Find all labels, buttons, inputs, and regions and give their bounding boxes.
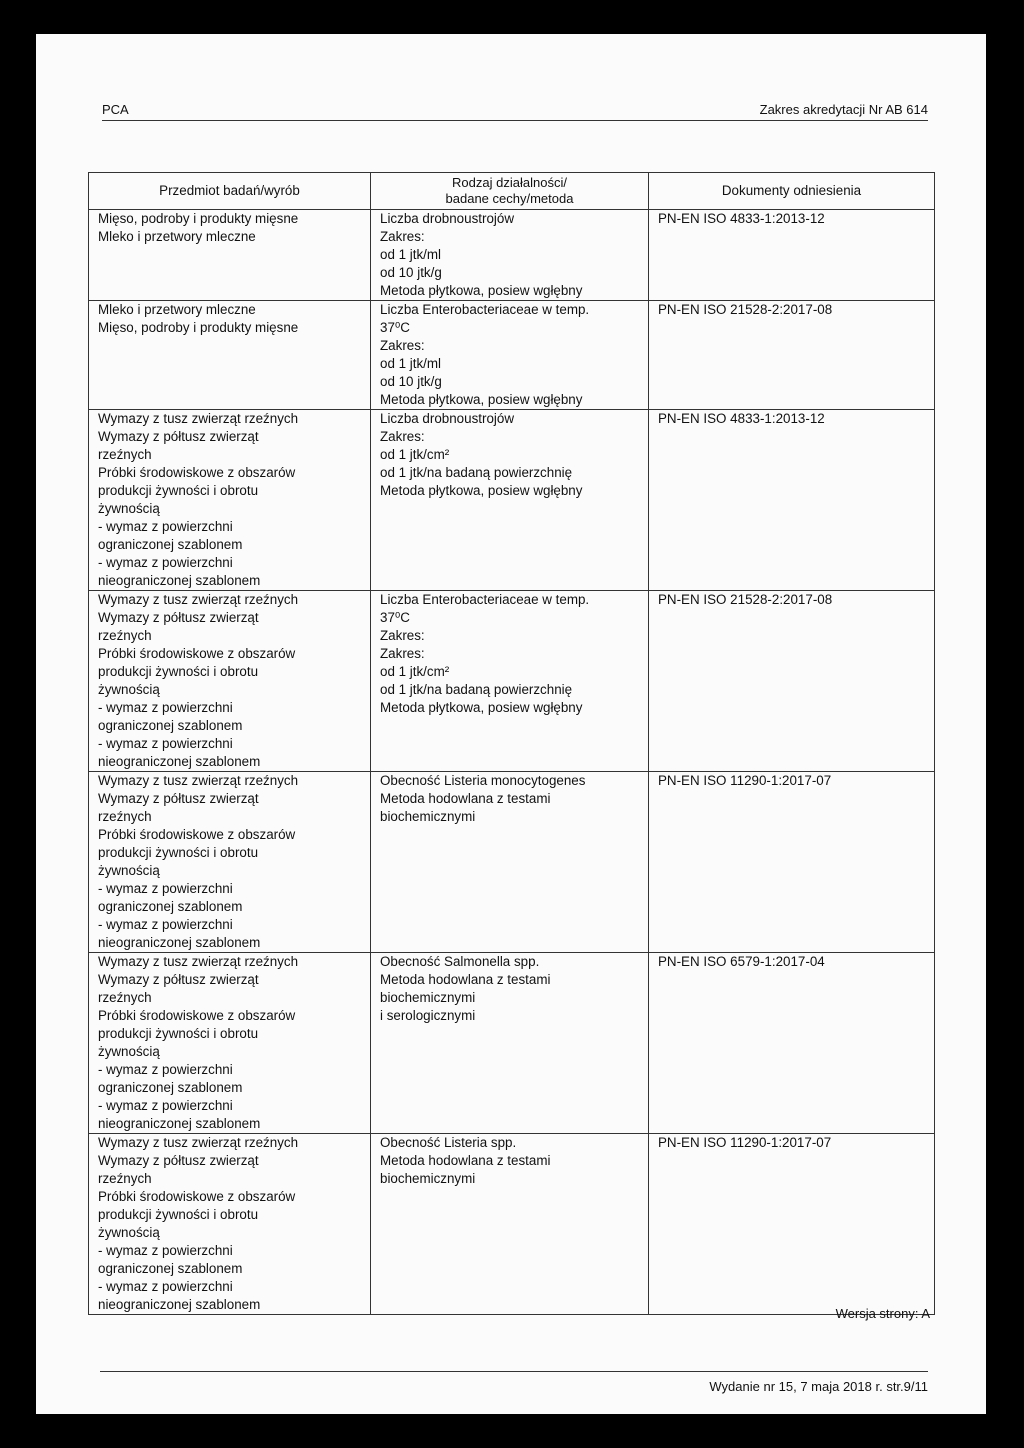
method-cell: Liczba drobnoustrojów Zakres: od 1 jtk/ml od 10 jtk/g Metoda płytkowa, posiew wgłębny bbox=[371, 210, 649, 301]
method-cell: Liczba drobnoustrojów Zakres: od 1 jtk/cm² od 1 jtk/na badaną powierzchnię Metoda płytkowa, posiew wgłębny bbox=[371, 410, 649, 591]
table-row bbox=[89, 301, 935, 410]
accreditation-table bbox=[88, 172, 935, 1315]
document-cell: PN-EN ISO 6579-1:2017-04 bbox=[649, 953, 935, 1134]
document-cell: PN-EN ISO 11290-1:2017-07 bbox=[649, 1134, 935, 1315]
subject-cell: Mleko i przetwory mleczne Mięso, podroby i produkty mięsne bbox=[89, 301, 371, 410]
method-cell: Liczba Enterobacteriaceae w temp. 37⁰C Zakres: od 1 jtk/ml od 10 jtk/g Metoda płytkowa, posiew wgłębny bbox=[371, 301, 649, 410]
table-row bbox=[89, 1134, 935, 1315]
document-cell: PN-EN ISO 11290-1:2017-07 bbox=[649, 772, 935, 953]
table-header-row bbox=[89, 173, 935, 210]
document-cell: PN-EN ISO 21528-2:2017-08 bbox=[649, 591, 935, 772]
table-row bbox=[89, 772, 935, 953]
column-header-subject: Przedmiot badań/wyrób bbox=[89, 173, 371, 210]
header-accreditation: Zakres akredytacji Nr AB 614 bbox=[759, 102, 928, 117]
document-cell: PN-EN ISO 21528-2:2017-08 bbox=[649, 301, 935, 410]
document-cell: PN-EN ISO 4833-1:2013-12 bbox=[649, 410, 935, 591]
table-row bbox=[89, 591, 935, 772]
subject-cell: Wymazy z tusz zwierząt rzeźnych Wymazy z półtusz zwierząt rzeźnych Próbki środowiskowe z obszarów produkcji żywności i obrotu żywnością - wymaz z powierzchni ograniczonej szablonem - wymaz z powierzchni nieograniczonej szablonem bbox=[89, 953, 371, 1134]
footer-edition: Wydanie nr 15, 7 maja 2018 r. str.9/11 bbox=[709, 1379, 928, 1394]
method-cell: Liczba Enterobacteriaceae w temp. 37⁰C Zakres: Zakres: od 1 jtk/cm² od 1 jtk/na badaną powierzchnię Metoda płytkowa, posiew wgłębny bbox=[371, 591, 649, 772]
page-version: Wersja strony: A bbox=[835, 1306, 930, 1321]
subject-cell: Wymazy z tusz zwierząt rzeźnych Wymazy z półtusz zwierząt rzeźnych Próbki środowiskowe z obszarów produkcji żywności i obrotu żywnością - wymaz z powierzchni ograniczonej szablonem - wymaz z powierzchni nieograniczonej szablonem bbox=[89, 591, 371, 772]
subject-cell: Wymazy z tusz zwierząt rzeźnych Wymazy z półtusz zwierząt rzeźnych Próbki środowiskowe z obszarów produkcji żywności i obrotu żywnością - wymaz z powierzchni ograniczonej szablonem - wymaz z powierzchni nieograniczonej szablonem bbox=[89, 772, 371, 953]
column-header-method: Rodzaj działalności/ badane cechy/metoda bbox=[371, 173, 649, 210]
column-header-documents: Dokumenty odniesienia bbox=[649, 173, 935, 210]
subject-cell: Wymazy z tusz zwierząt rzeźnych Wymazy z półtusz zwierząt rzeźnych Próbki środowiskowe z obszarów produkcji żywności i obrotu żywnością - wymaz z powierzchni ograniczonej szablonem - wymaz z powierzchni nieograniczonej szablonem bbox=[89, 410, 371, 591]
header-org: PCA bbox=[102, 102, 129, 117]
page-header bbox=[102, 102, 928, 121]
method-cell: Obecność Salmonella spp. Metoda hodowlana z testami biochemicznymi i serologicznymi bbox=[371, 953, 649, 1134]
subject-cell: Mięso, podroby i produkty mięsne Mleko i przetwory mleczne bbox=[89, 210, 371, 301]
table-row bbox=[89, 410, 935, 591]
table-row bbox=[89, 953, 935, 1134]
table-row bbox=[89, 210, 935, 301]
subject-cell: Wymazy z tusz zwierząt rzeźnych Wymazy z półtusz zwierząt rzeźnych Próbki środowiskowe z obszarów produkcji żywności i obrotu żywnością - wymaz z powierzchni ograniczonej szablonem - wymaz z powierzchni nieograniczonej szablonem bbox=[89, 1134, 371, 1315]
page-footer bbox=[100, 1371, 928, 1394]
method-cell: Obecność Listeria spp. Metoda hodowlana z testami biochemicznymi bbox=[371, 1134, 649, 1315]
method-cell: Obecność Listeria monocytogenes Metoda hodowlana z testami biochemicznymi bbox=[371, 772, 649, 953]
document-cell: PN-EN ISO 4833-1:2013-12 bbox=[649, 210, 935, 301]
